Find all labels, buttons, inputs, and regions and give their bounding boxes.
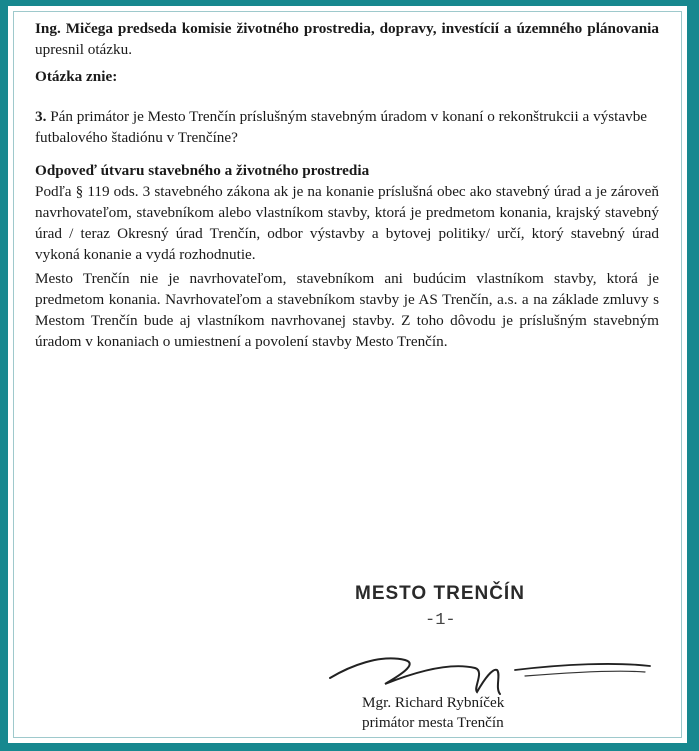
- intro-rest: upresnil otázku.: [35, 41, 133, 58]
- question-heading: Otázka znie:: [35, 68, 118, 85]
- answer-paragraph-2: Mesto Trenčín nie je navrhovateľom, stavebníkom ani budúcim vlastníkom stavby, ktorá je predmetom konania. Navrhovateľom a stavebníkom stavby je AS Trenčín, a.s. a na základe zmluvy s Mestom Trenčín bude aj vlastníkom navrhovanej stavby. Z toho dôvodu je príslušným stavebným úradom v konaniach o umiestnení a povolení stavby Mesto Trenčín.: [35, 270, 659, 350]
- city-stamp-title: MESTO TRENČÍN: [355, 583, 525, 604]
- document-page: [8, 6, 687, 743]
- signature-block: [362, 693, 504, 733]
- question-number: 3.: [35, 108, 47, 125]
- intro-paragraph: [35, 18, 659, 60]
- answer-section: [35, 160, 659, 265]
- question-paragraph: [35, 106, 659, 148]
- question-text: Pán primátor je Mesto Trenčín príslušným stavebným úradom v konaní o rekonštrukcii a výstavbe futbalového štadiónu v Trenčíne?: [35, 108, 648, 146]
- answer-paragraph-1: Podľa § 119 ods. 3 stavebného zákona ak je na konanie príslušná obec ako stavebný úrad a je zároveň navrhovateľom, stavebníkom alebo vlastníkom stavby, ktorá je predmetom konania, krajský stavebný úrad / teraz Okresný úrad Trenčín, odbor výstavby a bytovej politiky/ určí, ktorý stavebný úrad vykoná konanie a vydá rozhodnutie.: [35, 183, 659, 263]
- stamp-mark: -1-: [425, 611, 456, 630]
- committee-chair-name: Ing. Mičega predseda komisie životného prostredia, dopravy, investícií a územného plánovania: [35, 20, 659, 37]
- handwritten-signature: [325, 648, 655, 698]
- answer-heading: Odpoveď útvaru stavebného a životného prostredia: [35, 162, 370, 179]
- signer-role: primátor mesta Trenčín: [362, 714, 504, 731]
- signer-name: Mgr. Richard Rybníček: [362, 694, 505, 711]
